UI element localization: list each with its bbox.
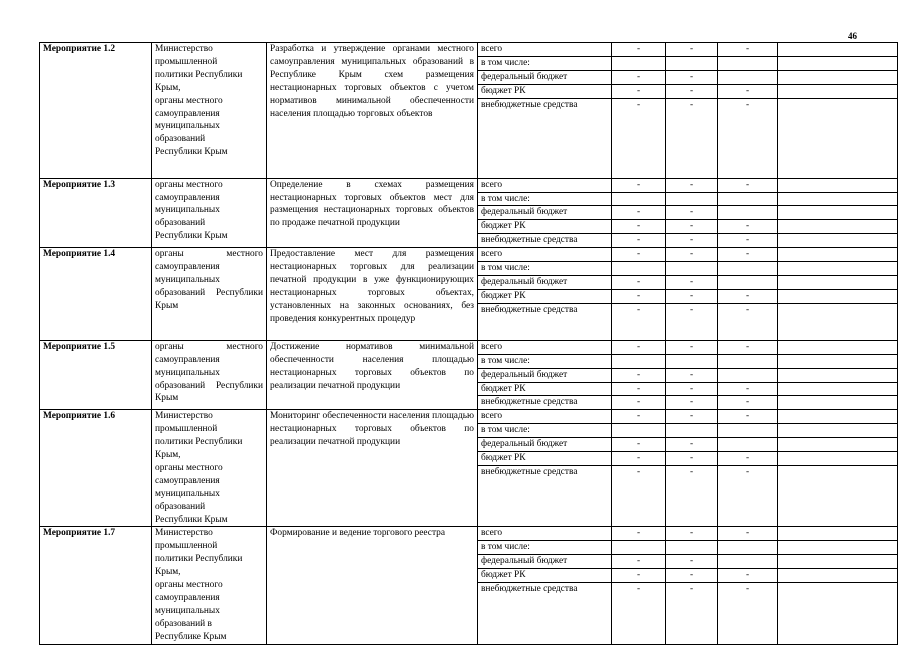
funding-value-3	[718, 70, 778, 84]
funding-value-1: -	[612, 43, 666, 57]
funding-value-2: -	[666, 382, 718, 396]
funding-value-1: -	[612, 583, 666, 644]
funding-value-1: -	[612, 275, 666, 289]
funding-value-1: -	[612, 340, 666, 354]
table-row	[40, 178, 898, 192]
funding-source-incl: в том числе:	[478, 354, 612, 368]
funding-value-2: -	[666, 98, 718, 178]
funding-note	[778, 56, 898, 70]
funding-value-1: -	[612, 206, 666, 220]
funding-note	[778, 275, 898, 289]
funding-value-1: -	[612, 234, 666, 248]
event-description: Предоставление мест для размещения нестационарных торговых для реализации печатной продукции в уже функционирующих нестационарных торговых объектах, установленных на законных основаниях, без проведения конкурентных процедур	[267, 248, 478, 341]
funding-value-2: -	[666, 220, 718, 234]
funding-source-incl: в том числе:	[478, 424, 612, 438]
event-name: Мероприятие 1.6	[40, 410, 152, 527]
funding-value-2: -	[666, 275, 718, 289]
funding-source-total: всего	[478, 248, 612, 262]
funding-value-3: -	[718, 289, 778, 303]
table-row	[40, 410, 898, 424]
funding-note	[778, 569, 898, 583]
table-row	[40, 340, 898, 354]
funding-source-incl: в том числе:	[478, 262, 612, 276]
funding-value-1: -	[612, 527, 666, 541]
funding-value-3: -	[718, 248, 778, 262]
funding-source-incl: в том числе:	[478, 541, 612, 555]
funding-value-3: -	[718, 98, 778, 178]
event-name: Мероприятие 1.2	[40, 43, 152, 179]
funding-source-offbudget: внебюджетные средства	[478, 583, 612, 644]
funding-note	[778, 262, 898, 276]
funding-source-rk: бюджет РК	[478, 220, 612, 234]
funding-source-offbudget: внебюджетные средства	[478, 466, 612, 527]
funding-value-3: -	[718, 527, 778, 541]
event-description: Мониторинг обеспеченности населения площадью нестационарных торговых объектов по реализации печатной продукции	[267, 410, 478, 527]
page-number: 46	[848, 31, 857, 41]
table-row	[40, 248, 898, 262]
funding-value-1: -	[612, 98, 666, 178]
funding-value-1: -	[612, 220, 666, 234]
funding-value-3: -	[718, 410, 778, 424]
funding-value-3	[718, 424, 778, 438]
funding-source-offbudget: внебюджетные средства	[478, 234, 612, 248]
funding-value-3	[718, 438, 778, 452]
funding-value-2: -	[666, 234, 718, 248]
funding-value-3: -	[718, 569, 778, 583]
funding-source-incl: в том числе:	[478, 56, 612, 70]
funding-note	[778, 354, 898, 368]
funding-value-3	[718, 541, 778, 555]
funding-source-federal: федеральный бюджет	[478, 206, 612, 220]
funding-note	[778, 396, 898, 410]
event-executor: органы местного самоуправления муниципальных образований Республики Крым	[152, 248, 267, 341]
table-row	[40, 527, 898, 541]
funding-value-3: -	[718, 234, 778, 248]
funding-source-federal: федеральный бюджет	[478, 368, 612, 382]
funding-value-1	[612, 56, 666, 70]
funding-value-3: -	[718, 220, 778, 234]
funding-value-1: -	[612, 466, 666, 527]
funding-note	[778, 192, 898, 206]
funding-value-2: -	[666, 248, 718, 262]
funding-note	[778, 178, 898, 192]
funding-value-1: -	[612, 70, 666, 84]
event-executor: Министерство промышленной политики Республики Крым, органы местного самоуправления муниципальных образований в Республике Крым	[152, 527, 267, 644]
event-name: Мероприятие 1.7	[40, 527, 152, 644]
funding-note	[778, 234, 898, 248]
funding-value-1: -	[612, 368, 666, 382]
funding-value-2	[666, 262, 718, 276]
funding-value-2: -	[666, 70, 718, 84]
funding-value-2: -	[666, 527, 718, 541]
funding-note	[778, 248, 898, 262]
funding-value-1: -	[612, 396, 666, 410]
funding-note	[778, 70, 898, 84]
funding-value-1: -	[612, 289, 666, 303]
funding-value-1: -	[612, 452, 666, 466]
event-name: Мероприятие 1.4	[40, 248, 152, 341]
funding-source-total: всего	[478, 340, 612, 354]
funding-note	[778, 289, 898, 303]
event-name: Мероприятие 1.3	[40, 178, 152, 248]
funding-note	[778, 220, 898, 234]
funding-value-3: -	[718, 466, 778, 527]
event-executor: органы местного самоуправления муниципальных образований Республики Крым	[152, 178, 267, 248]
event-executor: органы местного самоуправления муниципальных образований Республики Крым	[152, 340, 267, 410]
funding-source-rk: бюджет РК	[478, 84, 612, 98]
funding-value-3: -	[718, 303, 778, 340]
funding-note	[778, 438, 898, 452]
funding-value-1: -	[612, 84, 666, 98]
funding-value-3: -	[718, 396, 778, 410]
funding-value-1: -	[612, 303, 666, 340]
funding-note	[778, 303, 898, 340]
funding-value-1: -	[612, 555, 666, 569]
funding-note	[778, 452, 898, 466]
funding-note	[778, 410, 898, 424]
funding-source-total: всего	[478, 43, 612, 57]
funding-source-total: всего	[478, 178, 612, 192]
funding-value-2: -	[666, 452, 718, 466]
funding-value-1: -	[612, 569, 666, 583]
funding-value-1	[612, 192, 666, 206]
funding-source-rk: бюджет РК	[478, 452, 612, 466]
funding-note	[778, 555, 898, 569]
funding-note	[778, 368, 898, 382]
funding-source-federal: федеральный бюджет	[478, 70, 612, 84]
funding-value-1: -	[612, 410, 666, 424]
event-name: Мероприятие 1.5	[40, 340, 152, 410]
funding-source-offbudget: внебюджетные средства	[478, 98, 612, 178]
funding-note	[778, 98, 898, 178]
event-executor: Министерство промышленной политики Республики Крым, органы местного самоуправления муниципальных образований Республики Крым	[152, 410, 267, 527]
funding-value-3	[718, 368, 778, 382]
funding-value-2: -	[666, 438, 718, 452]
funding-source-total: всего	[478, 527, 612, 541]
funding-value-2: -	[666, 583, 718, 644]
funding-value-3: -	[718, 340, 778, 354]
funding-value-2: -	[666, 206, 718, 220]
funding-value-2: -	[666, 289, 718, 303]
funding-value-1	[612, 262, 666, 276]
funding-value-2: -	[666, 410, 718, 424]
funding-value-2: -	[666, 368, 718, 382]
funding-value-3	[718, 275, 778, 289]
funding-value-3: -	[718, 84, 778, 98]
funding-note	[778, 541, 898, 555]
funding-source-federal: федеральный бюджет	[478, 438, 612, 452]
funding-note	[778, 84, 898, 98]
funding-value-3: -	[718, 43, 778, 57]
funding-value-1: -	[612, 438, 666, 452]
funding-value-2	[666, 192, 718, 206]
funding-value-2: -	[666, 569, 718, 583]
event-description: Определение в схемах размещения нестационарных торговых объектов мест для размещения нестационарных торговых объектов по продаже печатной продукции	[267, 178, 478, 248]
funding-source-incl: в том числе:	[478, 192, 612, 206]
funding-value-2	[666, 541, 718, 555]
funding-value-3	[718, 56, 778, 70]
funding-source-rk: бюджет РК	[478, 569, 612, 583]
funding-source-federal: федеральный бюджет	[478, 275, 612, 289]
funding-value-3	[718, 555, 778, 569]
funding-note	[778, 527, 898, 541]
funding-value-1: -	[612, 382, 666, 396]
funding-source-offbudget: внебюджетные средства	[478, 303, 612, 340]
funding-note	[778, 382, 898, 396]
funding-value-3: -	[718, 178, 778, 192]
funding-source-federal: федеральный бюджет	[478, 555, 612, 569]
funding-value-2: -	[666, 84, 718, 98]
funding-value-1: -	[612, 248, 666, 262]
funding-note	[778, 206, 898, 220]
funding-value-2: -	[666, 466, 718, 527]
funding-value-2: -	[666, 43, 718, 57]
table-body	[40, 43, 898, 645]
funding-note	[778, 43, 898, 57]
funding-value-3: -	[718, 382, 778, 396]
funding-value-3: -	[718, 583, 778, 644]
funding-value-1	[612, 354, 666, 368]
funding-value-2	[666, 424, 718, 438]
event-executor: Министерство промышленной политики Республики Крым, органы местного самоуправления муниципальных образований Республики Крым	[152, 43, 267, 179]
funding-note	[778, 424, 898, 438]
funding-value-2: -	[666, 555, 718, 569]
funding-value-2	[666, 56, 718, 70]
funding-note	[778, 583, 898, 644]
event-description: Разработка и утверждение органами местного самоуправления муниципальных образований в Республике Крым схем размещения нестационарных торговых объектов с учетом нормативов минимальной обеспеченности населения площадью торговых объектов	[267, 43, 478, 179]
funding-value-2: -	[666, 303, 718, 340]
funding-value-3	[718, 262, 778, 276]
funding-value-3: -	[718, 452, 778, 466]
table-row	[40, 43, 898, 57]
funding-value-1: -	[612, 178, 666, 192]
funding-value-2	[666, 354, 718, 368]
funding-note	[778, 466, 898, 527]
funding-note	[778, 340, 898, 354]
funding-value-2: -	[666, 340, 718, 354]
funding-source-offbudget: внебюджетные средства	[478, 396, 612, 410]
funding-value-3	[718, 354, 778, 368]
event-description: Формирование и ведение торгового реестра	[267, 527, 478, 644]
event-description: Достижение нормативов минимальной обеспеченности населения площадью нестационарных торговых объектов по реализации печатной продукции	[267, 340, 478, 410]
funding-value-1	[612, 424, 666, 438]
funding-value-2: -	[666, 178, 718, 192]
funding-value-3	[718, 192, 778, 206]
funding-source-rk: бюджет РК	[478, 382, 612, 396]
program-activities-table	[39, 42, 898, 645]
funding-value-3	[718, 206, 778, 220]
funding-value-2: -	[666, 396, 718, 410]
funding-value-1	[612, 541, 666, 555]
funding-source-rk: бюджет РК	[478, 289, 612, 303]
funding-source-total: всего	[478, 410, 612, 424]
